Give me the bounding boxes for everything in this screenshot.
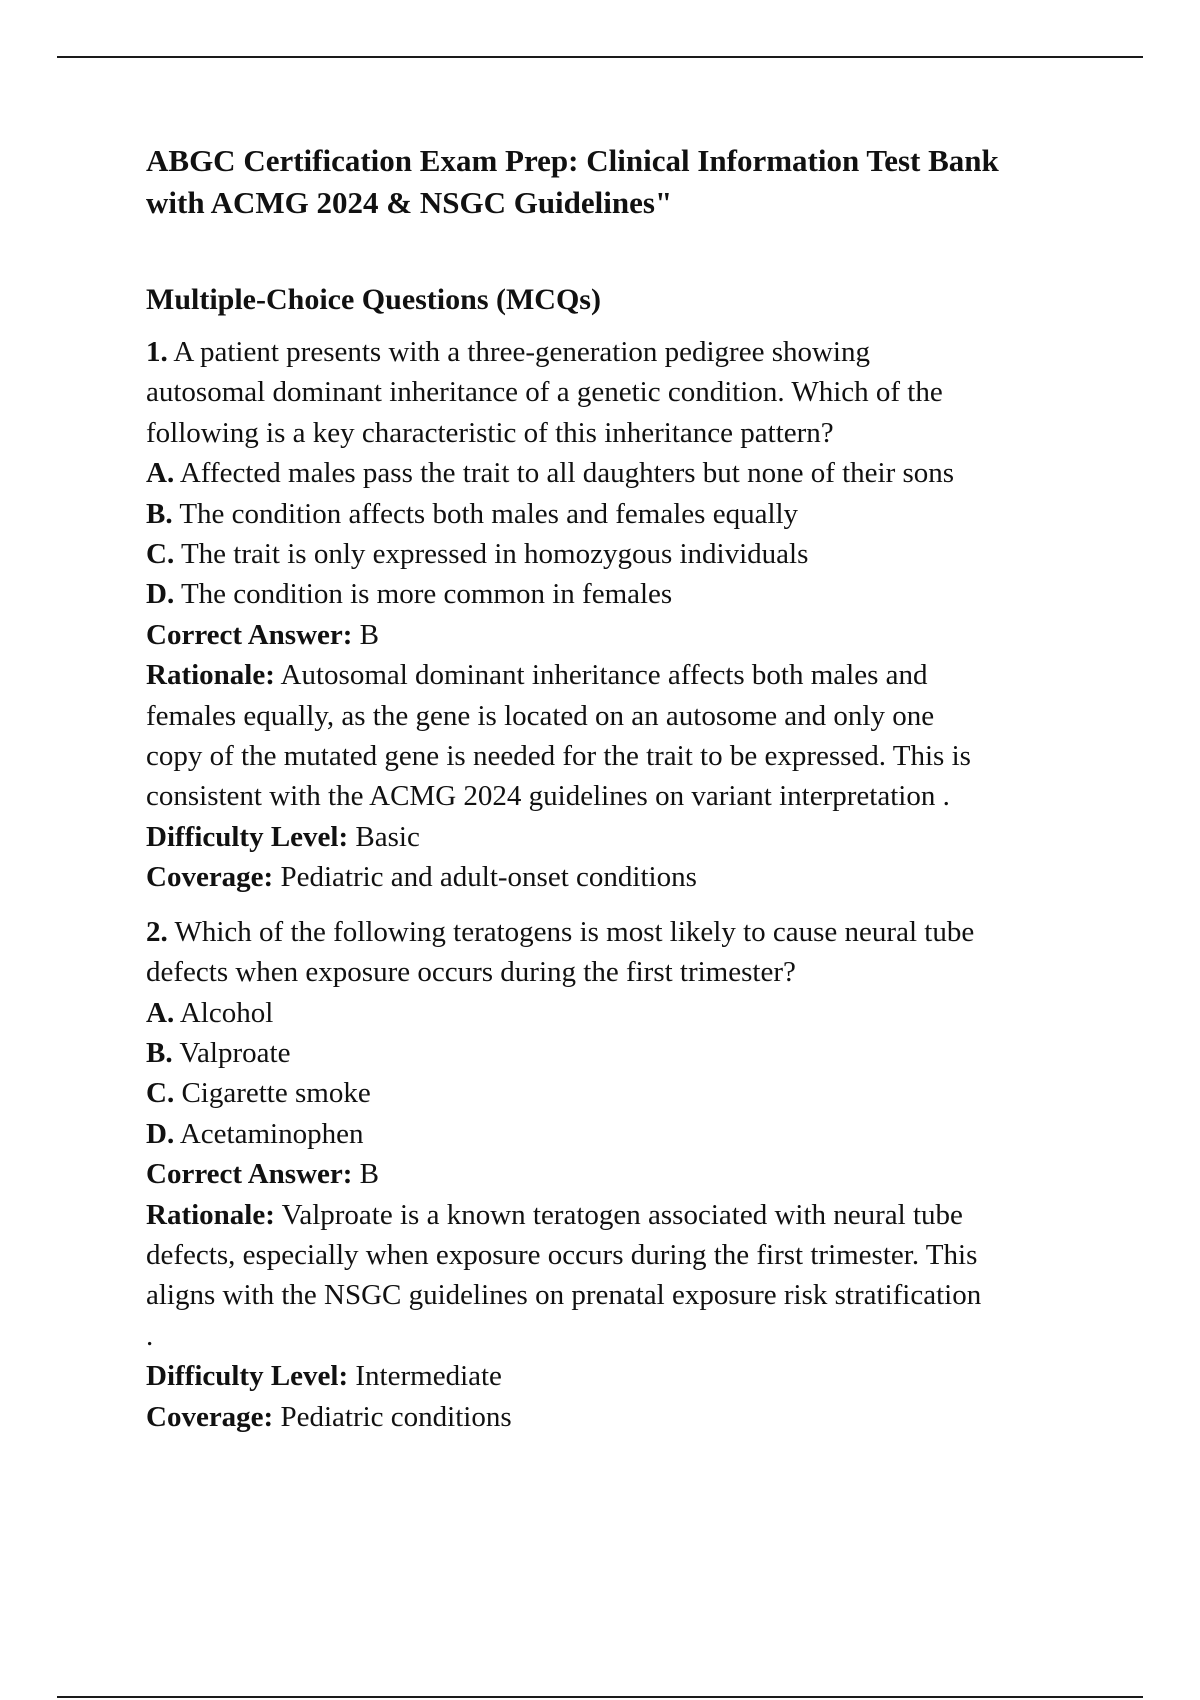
difficulty-value: Basic [355,820,420,853]
question-number: 2. [146,915,168,948]
question-text-line: following is a key characteristic of this inheritance pattern? [146,416,834,449]
coverage-value: Pediatric conditions [280,1400,512,1433]
question-1 [146,332,1156,898]
option-text: Affected males pass the trait to all daughters but none of their sons [179,457,955,490]
correct-answer-value: B [359,618,380,651]
coverage-label: Coverage: [146,1400,274,1433]
correct-answer [146,615,1156,655]
option-b [146,1033,1156,1073]
question-text-line: 2. Which of the following teratogens is most likely to cause neural tube [146,915,975,948]
coverage [146,1397,1156,1437]
correct-answer-label: Correct Answer: [146,618,353,651]
difficulty-label: Difficulty Level: [146,1360,349,1393]
coverage [146,857,1156,897]
rationale-line: females equally, as the gene is located on an autosome and only one [146,699,935,732]
option-d [146,574,1156,614]
rationale-label: Rationale: [146,659,275,692]
option-b [146,494,1156,534]
option-text: Cigarette smoke [181,1077,371,1110]
coverage-value: Pediatric and adult-onset conditions [280,861,697,894]
question-text-line: 1. A patient presents with a three-generation pedigree showing [146,336,870,368]
option-letter: D. [146,1117,175,1150]
top-rule [57,56,1143,58]
difficulty-value: Intermediate [355,1360,502,1393]
option-letter: C. [146,1077,175,1110]
difficulty-level [146,817,1156,857]
option-text: Alcohol [179,996,274,1029]
difficulty-level [146,1356,1156,1396]
question-2 [146,912,1156,1437]
correct-answer [146,1154,1156,1194]
title-line-2: with ACMG 2024 & NSGC Guidelines" [146,185,673,220]
rationale-line: consistent with the ACMG 2024 guidelines on variant interpretation . [146,780,950,813]
option-text: The condition affects both males and females equally [179,497,799,530]
option-a [146,453,1156,493]
correct-answer-value: B [359,1158,380,1191]
option-letter: C. [146,538,175,571]
title-line-1: ABGC Certification Exam Prep: Clinical Information Test Bank [146,143,999,178]
document-title [146,140,1156,224]
page-content [146,140,1156,1437]
option-text: Acetaminophen [179,1117,364,1150]
option-d [146,1114,1156,1154]
option-letter: A. [146,457,175,490]
rationale-line: . [146,1319,154,1352]
rationale-line: copy of the mutated gene is needed for the trait to be expressed. This is [146,740,971,773]
option-letter: A. [146,996,175,1029]
coverage-label: Coverage: [146,861,274,894]
option-c [146,534,1156,574]
question-text-line: autosomal dominant inheritance of a genetic condition. Which of the [146,376,943,409]
option-text: Valproate [179,1036,291,1069]
option-letter: D. [146,578,175,611]
option-letter: B. [146,497,173,530]
bottom-rule [57,1696,1143,1698]
question-number: 1. [146,336,168,368]
rationale-line: aligns with the NSGC guidelines on prenatal exposure risk stratification [146,1279,982,1312]
option-letter: B. [146,1036,173,1069]
option-a [146,993,1156,1033]
rationale-line: Rationale: Autosomal dominant inheritance affects both males and [146,659,928,692]
rationale-line: defects, especially when exposure occurs during the first trimester. This [146,1238,978,1271]
option-text: The trait is only expressed in homozygous individuals [180,538,809,571]
option-text: The condition is more common in females [180,578,673,611]
correct-answer-label: Correct Answer: [146,1158,353,1191]
rationale-label: Rationale: [146,1198,275,1231]
question-text-line: defects when exposure occurs during the first trimester? [146,956,796,989]
difficulty-label: Difficulty Level: [146,820,349,853]
rationale-line: Rationale: Valproate is a known teratogen associated with neural tube [146,1198,963,1231]
section-heading: Multiple-Choice Questions (MCQs) [146,283,601,316]
option-c [146,1073,1156,1113]
